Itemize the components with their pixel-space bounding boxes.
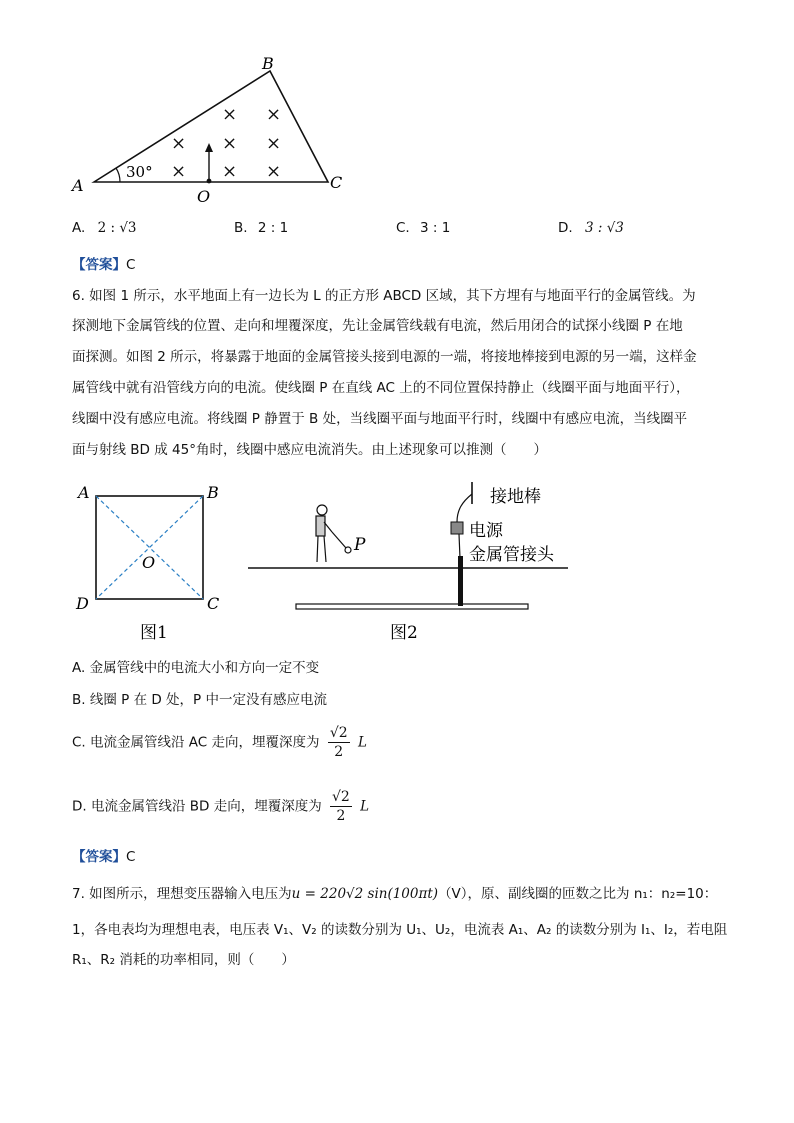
field-mark: ×	[266, 133, 282, 154]
q7-line-2: 1，各电表均为理想电表，电压表 V₁、V₂ 的读数分别为 U₁、U₂，电流表 A₁、A₂ 的读数分别为 I₁、I₂，若电阻	[72, 922, 728, 938]
q7-line1-a: 7. 如图所示，理想变压器输入电压为	[72, 886, 292, 902]
q7-line-3: R₁、R₂ 消耗的功率相同，则（ ）	[72, 952, 295, 968]
field-mark: ×	[222, 161, 238, 182]
q6-line-3: 面探测。如图 2 所示，将暴露于地面的金属管接头接到电源的一端，将接地棒接到电源的另一端，这样金	[72, 349, 697, 365]
label-o: O	[197, 187, 211, 205]
figure-2	[240, 478, 580, 648]
label-c: C	[330, 173, 343, 192]
coil-label-p: P	[354, 535, 366, 555]
answer-key: 【答案】	[72, 257, 126, 273]
velocity-arrowhead	[205, 143, 213, 152]
unit-l: L	[360, 798, 370, 815]
figure-1	[72, 478, 232, 648]
answer-value: C	[126, 849, 136, 865]
person-figure	[316, 505, 351, 562]
q6-line-6: 面与射线 BD 成 45°角时，线圈中感应电流消失。由上述现象可以推测（ ）	[72, 442, 547, 458]
field-mark: ×	[222, 133, 238, 154]
fig1-label-d: D	[76, 594, 89, 613]
q6-line-4: 属管线中就有沿管线方向的电流。使线圈 P 在直线 AC 上的不同位置保持静止（线圈平面与地面平行），	[72, 380, 690, 396]
power-label: 电源	[469, 521, 503, 541]
power-box	[451, 522, 463, 534]
depth-fraction	[328, 724, 350, 761]
option-value: 2 : 1	[257, 220, 289, 236]
power-to-joint	[459, 534, 460, 558]
fraction-numerator: √2	[332, 789, 350, 805]
q6-line-2: 探测地下金属管线的位置、走向和埋覆深度，先让金属管线载有电流，然后用闭合的试探小线圈 P 在地	[72, 318, 683, 334]
fig2-caption: 图2	[390, 623, 418, 643]
option-prefix: A.	[72, 220, 86, 236]
field-marks	[171, 104, 281, 182]
field-mark: ×	[266, 161, 282, 182]
answer-key: 【答案】	[72, 849, 126, 865]
q6-line-5: 线圈中没有感应电流。将线圈 P 静置于 B 处，当线圈平面与地面平行时，线圈中有感应电流，当线圈平	[72, 411, 688, 427]
q5-option-d	[558, 218, 624, 238]
q5-option-a	[72, 218, 137, 238]
answer-6	[72, 847, 135, 867]
option-value: 2 : √3	[97, 220, 137, 236]
q5-option-b	[234, 218, 288, 238]
option-value: 3 : √3	[584, 220, 624, 236]
unit-l: L	[357, 734, 367, 751]
fraction-numerator: √2	[329, 725, 348, 741]
q6-line-1: 6. 如图 1 所示，水平地面上有一边长为 L 的正方形 ABCD 区域，其下方埋有与地面平行的金属管线。为	[72, 288, 696, 304]
fig1-label-a: A	[78, 483, 90, 502]
q6-option-a: A. 金属管线中的电流大小和方向一定不变	[72, 660, 320, 676]
answer-value: C	[126, 257, 136, 273]
option-d-text: D. 电流金属管线沿 BD 走向，埋覆深度为	[72, 798, 322, 815]
field-mark: ×	[222, 104, 238, 125]
answer-5	[72, 255, 135, 275]
option-prefix: B.	[234, 220, 248, 236]
q7-line1-b: （V），原、副线圈的匝数之比为 n₁：n₂=10：	[438, 886, 718, 902]
option-prefix: D.	[558, 220, 573, 236]
joint-label: 金属管接头	[469, 545, 554, 565]
angle-label: 30°	[126, 163, 153, 181]
field-mark: ×	[171, 133, 187, 154]
field-mark: ×	[171, 161, 187, 182]
fig1-label-o: O	[142, 553, 156, 572]
q6-option-c	[72, 724, 367, 761]
field-mark: ×	[266, 104, 282, 125]
triangle-figure	[60, 55, 360, 205]
pipe-joint	[458, 556, 463, 606]
fig1-label-c: C	[207, 594, 220, 613]
label-a: A	[72, 176, 84, 195]
label-b: B	[262, 55, 274, 73]
ground-rod-label: 接地棒	[490, 487, 541, 507]
coil-p	[345, 547, 351, 553]
option-value: 3 : 1	[420, 220, 451, 236]
ground-wire	[457, 494, 472, 522]
angle-arc	[116, 168, 120, 182]
buried-pipe	[296, 604, 528, 609]
depth-fraction	[330, 788, 352, 825]
option-c-text: C. 电流金属管线沿 AC 走向，埋覆深度为	[72, 734, 320, 751]
q7-line-1	[72, 884, 717, 904]
fig1-caption: 图1	[140, 623, 168, 643]
option-prefix: C.	[396, 220, 410, 236]
q6-option-b: B. 线圈 P 在 D 处，P 中一定没有感应电流	[72, 692, 327, 708]
q7-formula: u = 220√2 sin(100πt)	[291, 886, 439, 902]
fraction-denominator: 2	[336, 808, 346, 824]
fig1-label-b: B	[207, 483, 219, 502]
q6-option-d	[72, 788, 369, 825]
q5-option-c	[396, 218, 450, 238]
fraction-denominator: 2	[334, 744, 344, 760]
